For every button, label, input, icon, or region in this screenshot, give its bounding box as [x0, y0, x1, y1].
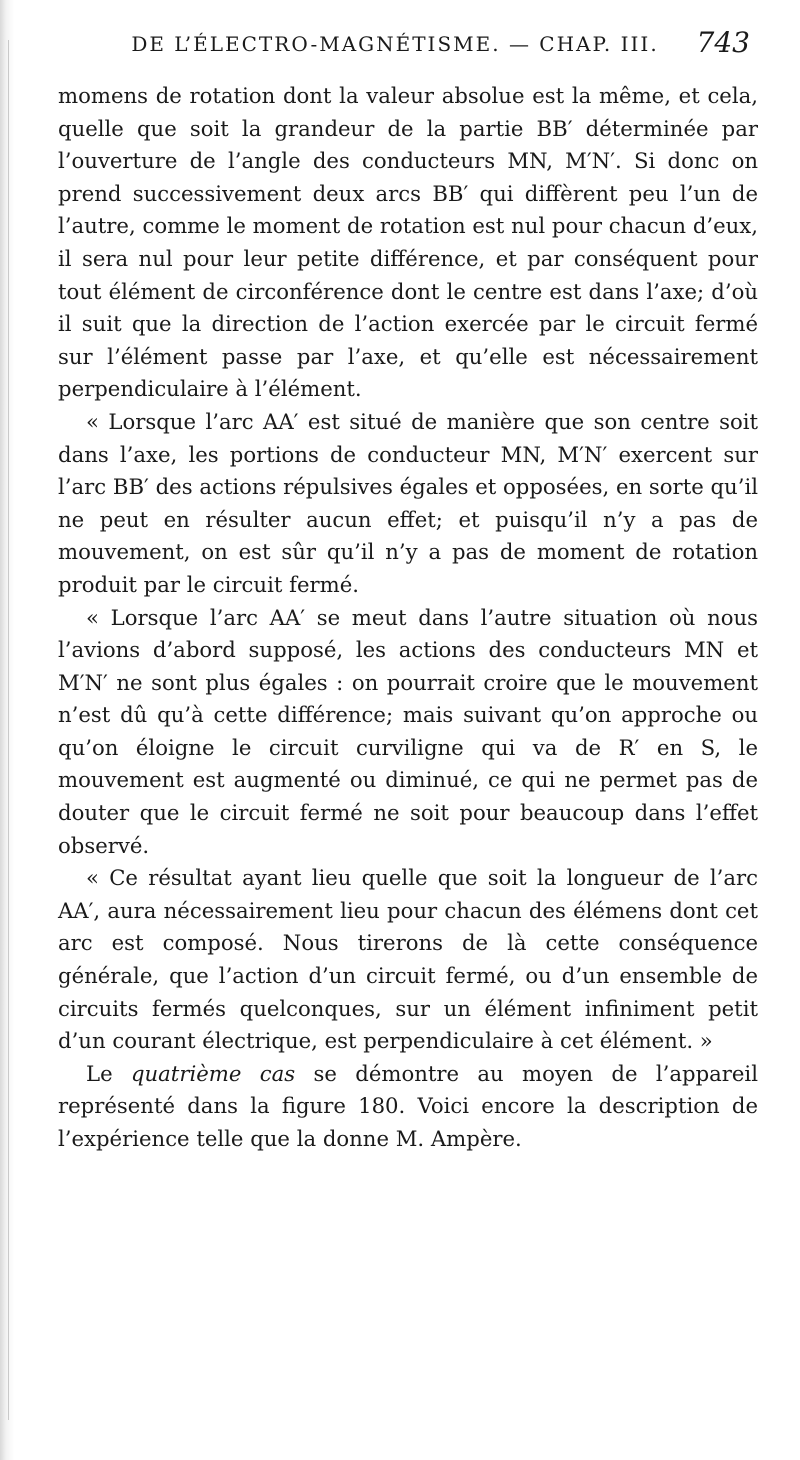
page-body — [58, 80, 758, 1156]
paragraph: « Lorsque l’arc AA′ se meut dans l’autre situation où nous l’avions d’abord supposé, les actions des conducteurs MN et M′N′ ne sont plus égales : on pourrait croire que le mouvement n’est dû qu’à cette différence; mais suivant qu’on approche ou qu’on éloigne le circuit curviligne qui va de R′ en S, le mouvement est augmenté ou diminué, ce qui ne permet pas de douter que le circuit fermé ne soit pour beaucoup dans l’effet observé. — [58, 604, 758, 858]
paragraph: « Ce résultat ayant lieu quelle que soit la longueur de l’arc AA′, aura nécessairement lieu pour chacun des élémens dont cet arc est composé. Nous tirerons de là cette conséquence générale, que l’action d’un circuit fermé, ou d’un ensemble de circuits fermés quelconques, sur un élément infiniment petit d’un courant électrique, est perpendiculaire à cet élément. » — [58, 865, 758, 1054]
running-title: DE L’ÉLECTRO-MAGNÉTISME. — CHAP. III. — [131, 32, 659, 56]
running-header — [40, 26, 750, 62]
paragraph-rest-text: se démontre au moyen de l’appareil représenté dans la figure 180. Voici encore la description de l’expérience telle que la donne M. Ampère. — [58, 1060, 758, 1151]
paragraph-fourth-case — [58, 1058, 758, 1156]
page-number: 743 — [696, 26, 750, 59]
paragraph-continued: momens de rotation dont la valeur absolue est la même, et cela, quelle que soit la grandeur de la partie BB′ déterminée par l’ouverture de l’angle des conducteurs MN, M′N′. Si donc on prend successivement deux arcs BB′ qui diffèrent peu l’un de l’autre, comme le moment de rotation est nul pour chacun d’eux, il sera nul pour leur petite différence, et par conséquent pour tout élément de circonférence dont le centre est dans l’axe; d’où il suit que la direction de l’action exercée par le circuit fermé sur l’élément passe par l’axe, et qu’elle est nécessairement perpendiculaire à l’élément. — [58, 83, 758, 402]
paragraph: « Lorsque l’arc AA′ est situé de manière que son centre soit dans l’axe, les portions de conducteur MN, M′N′ exercent sur l’arc BB′ des actions répulsives égales et opposées, en sorte qu’il ne peut en résulter aucun effet; et puisqu’il n’y a pas de mouvement, on est sûr qu’il n’y a pas de moment de rotation produit par le circuit fermé. — [58, 408, 758, 597]
italic-term: quatrième cas — [130, 1060, 296, 1086]
paragraph-lead-text: Le — [86, 1060, 131, 1086]
